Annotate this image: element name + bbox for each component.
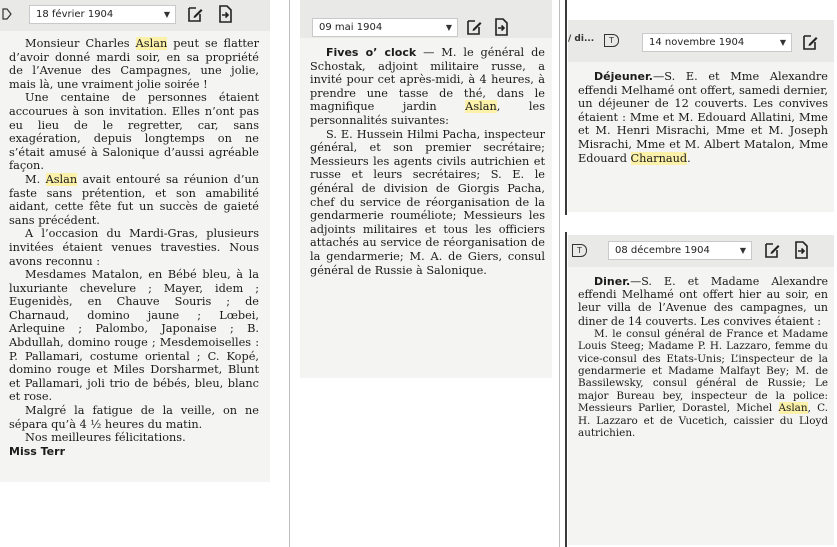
signature: Miss Terr: [9, 444, 65, 458]
date-select-value: 09 mai 1904: [319, 22, 383, 33]
date-select-value: 18 février 1904: [36, 9, 114, 20]
heading: Diner.: [594, 275, 631, 288]
clip-toolbar: [0, 0, 270, 31]
paragraph: S. E. Hussein Hilmi Pacha, inspecteur général, et son premier secrétaire; Messieurs les agents civils autrichien et russe et leurs secrétaires; S. E. le général de division de Giorgis Pacha, chef du service de réorganisation de la gendarmerie rouméliote; Messieurs les adjoints militaires et tous les officiers attachés au service de réorganisation de la gendarmerie; M. A. de Giers, consul général de Russie à Salonique.: [310, 127, 545, 277]
column-divider: [565, 0, 567, 215]
paragraph: M. Aslan avait entouré sa réunion d’un faste sans prétention, et son amabilité aidant, cette fête fut un succès de gaieté sans précédent.: [9, 172, 260, 227]
heading: Fives o’ clock: [326, 46, 417, 59]
edit-icon[interactable]: [763, 240, 781, 260]
edit-icon[interactable]: [186, 4, 204, 24]
tag-icon[interactable]: T: [572, 244, 587, 257]
paragraph: M. le consul général de France et Madame Louis Steeg; Madame P. H. Lazzaro, femme du vice-consul des Etats-Unis; L’inspecteur de la gendarmerie et Madame Malfayt Bey; M. de Bassilewsky, consul général de Russie; Le major Bureau bey, inspecteur de la police: Messieurs Parlier, Dorastel, Michel Aslan, C. H. Lazzaro et de Vucetich, caissier du Lloyd autrichien.: [578, 327, 828, 440]
edit-icon[interactable]: [801, 32, 819, 52]
heading: Déjeuner.: [594, 70, 653, 83]
date-select-value: 08 décembre 1904: [615, 245, 710, 256]
clip-text: [9, 37, 259, 458]
truncated-title: / di...: [568, 34, 595, 44]
clip-text: [310, 46, 545, 277]
paragraph: Fives o’ clock — M. le général de Schostak, adjoint militaire russe, a invité pour cet après-midi, à 4 heures, à prendre une tasse de thé, dans le magnifique jardin Aslan, les personnalités suivantes:: [310, 46, 545, 127]
chevron-down-icon: ▼: [163, 10, 170, 19]
column-divider: [559, 0, 560, 547]
chevron-down-icon: ▼: [445, 23, 452, 32]
paragraph: Une centaine de personnes étaient accourues à son invitation. Elles n’ont pas eu lieu de le regretter, car, sans exagération, depuis longtemps on ne s’était amusé à Salonique d’aussi agréable façon.: [9, 91, 259, 173]
highlight: Aslan: [135, 37, 168, 50]
date-select[interactable]: [608, 241, 752, 260]
clip-text: [578, 70, 828, 165]
date-select[interactable]: [642, 33, 792, 52]
date-select-value: 14 novembre 1904: [649, 37, 745, 48]
export-icon[interactable]: [216, 4, 234, 24]
clip-panel-1: [0, 0, 270, 482]
highlight: Aslan: [778, 402, 808, 415]
clip-panel-4: [568, 235, 834, 545]
paragraph: A l’occasion du Mardi-Gras, plusieurs invitées étaient venues travesties. Nous avons reconnu :: [9, 227, 259, 268]
chevron-down-icon: ▼: [739, 246, 746, 255]
column-divider: [565, 232, 567, 547]
paragraph: Diner.—S. E. et Madame Alexandre effendi Melhamé ont offert hier au soir, en leur villa de l’Avenue des campagnes, un diner de 14 couverts. Les convives étaient :: [578, 275, 828, 328]
date-select[interactable]: [312, 18, 458, 37]
highlight: Charnaud: [630, 151, 688, 165]
date-select[interactable]: [29, 5, 176, 24]
export-icon[interactable]: [792, 240, 810, 260]
clip-toolbar: [568, 235, 834, 267]
highlight: Aslan: [45, 172, 78, 186]
clip-panel-3: [568, 20, 834, 212]
export-icon[interactable]: [492, 17, 510, 37]
clip-toolbar: [568, 20, 834, 62]
paragraph: Malgré la fatigue de la veille, on ne sépara qu’à 4 ½ heures du matin.: [9, 404, 259, 431]
tag-icon[interactable]: T: [604, 34, 619, 47]
chevron-down-icon: ▼: [779, 38, 786, 47]
clip-text: [578, 275, 828, 439]
paragraph: Déjeuner.—S. E. et Mme Alexandre effendi Melhamé ont offert, samedi dernier, un déjeuner de 12 couverts. Les convives étaient : Mme et M. Edouard Allatini, Mme et M. Henri Misrachi, Mme et M. Joseph Misrachi, Mme et M. Albert Matalon, Mme Edouard Charnaud.: [578, 70, 828, 165]
highlight: Aslan: [465, 100, 497, 114]
clip-toolbar: [300, 0, 552, 38]
tag-icon[interactable]: [2, 8, 12, 23]
paragraph: Mesdames Matalon, en Bébé bleu, à la luxuriante chevelure ; Mayer, idem ; Eugenidès, en Chauve Souris ; de Charnaud, domino jaune ; Lœbei, Arlequine ; Palombo, Japonaise ; B. Abdullah, domino rouge ; Mesdemoiselles : P. Pallamari, costume oriental ; C. Kopé, domino rouge et Miles Dorsharmet, Blunt et Pallamari, joli trio de bébés, bleu, blanc et rose.: [9, 268, 259, 404]
paragraph: Monsieur Charles Aslan peut se flatter d’avoir donné mardi soir, en sa propriété de l’Avenue des Campagnes, une jolie, mais là, une vraiment jolie soirée !: [9, 37, 259, 91]
clip-panel-2: [300, 0, 552, 378]
edit-icon[interactable]: [465, 17, 483, 37]
column-divider: [289, 0, 290, 547]
paragraph: Nos meilleures félicitations.: [25, 431, 186, 445]
